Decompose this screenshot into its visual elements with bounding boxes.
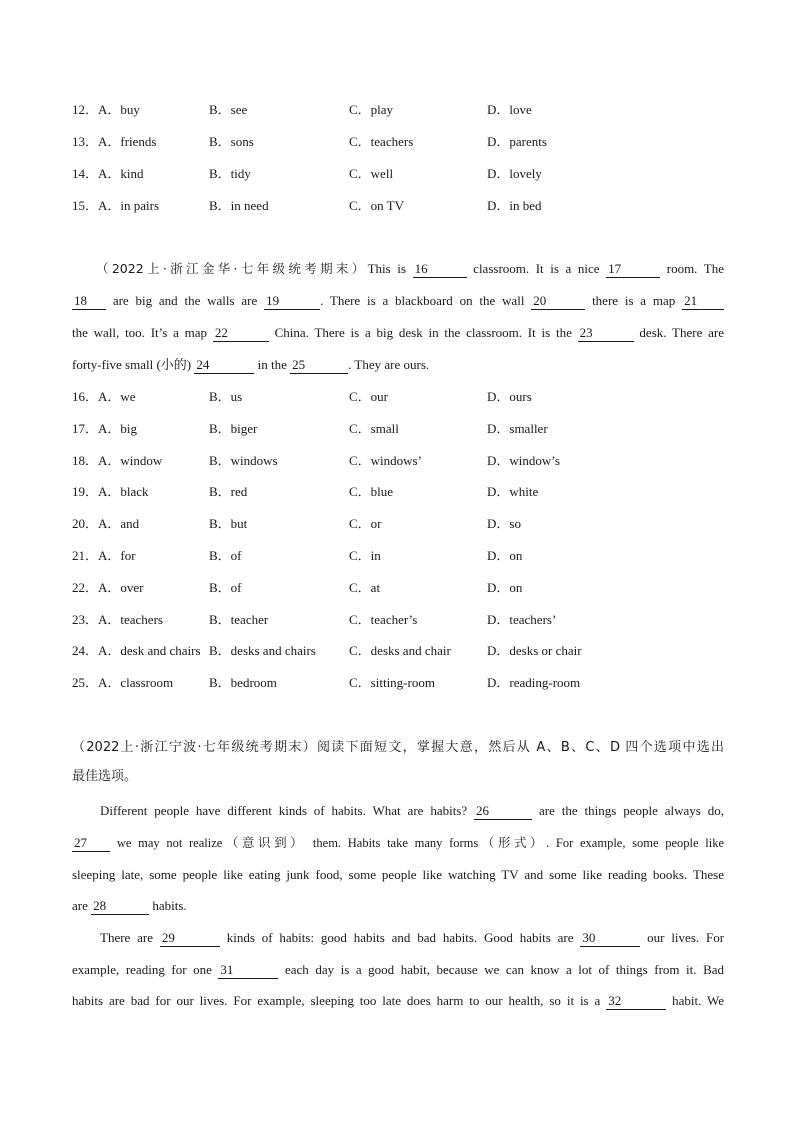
question-number: 12．	[72, 102, 99, 117]
blank-28: 28	[91, 898, 149, 915]
option-c[interactable]: C．in	[349, 548, 381, 563]
option-c[interactable]: C．or	[349, 516, 382, 532]
passage3-line-1: Different people have different kinds of habits. What are habits? 26 are the things people always do,	[100, 803, 724, 818]
passage2-line-4: forty-five small (小的) 24 in the 25 . They are ours.	[72, 357, 430, 372]
option-d[interactable]: D．window’s	[487, 452, 560, 468]
blank-31: 31	[218, 962, 278, 979]
option-d[interactable]: D．parents	[487, 134, 547, 149]
blank-27: 27	[72, 835, 110, 852]
option-b[interactable]: B．tidy	[209, 166, 251, 181]
option-b[interactable]: B．teacher	[209, 611, 269, 627]
question-number: 19．	[72, 484, 99, 500]
option-a[interactable]: A．for	[98, 548, 136, 563]
question-number: 20．	[72, 516, 99, 532]
option-d[interactable]: D．desks or chair	[487, 643, 582, 659]
option-c[interactable]: C．small	[349, 420, 399, 436]
blank-29: 29	[160, 930, 220, 947]
passage3-line-2: 27 we may not realize（意识到） them. Habits take many forms（形式）. For example, some people like	[74, 835, 725, 850]
option-b[interactable]: B．in need	[209, 198, 269, 213]
option-b[interactable]: B．desks and chairs	[209, 643, 316, 659]
option-d[interactable]: D．in bed	[487, 198, 542, 213]
option-d[interactable]: D．white	[487, 484, 539, 500]
option-a[interactable]: A．kind	[98, 166, 144, 181]
question-number: 15．	[72, 198, 99, 213]
option-c[interactable]: C．well	[349, 166, 394, 181]
blank-32: 32	[606, 993, 666, 1010]
question-number: 18．	[72, 452, 99, 468]
option-d[interactable]: D．so	[487, 516, 521, 532]
option-c[interactable]: C．at	[349, 579, 381, 595]
option-a[interactable]: A．black	[98, 484, 149, 500]
blank-19: 19	[264, 293, 320, 310]
option-b[interactable]: B．see	[209, 102, 248, 117]
option-d[interactable]: D．reading-room	[487, 675, 581, 691]
passage2-source: （2022上·浙江金华·七年级统考期末）	[96, 261, 368, 276]
option-a[interactable]: A．buy	[98, 102, 140, 117]
option-a[interactable]: A．window	[98, 452, 163, 468]
passage3-line-7: habits are bad for our lives. For example, sleeping too late does harm to our health, so it is a 32 habit. We	[72, 993, 725, 1008]
option-c[interactable]: C．windows’	[349, 452, 422, 468]
option-d[interactable]: D．lovely	[487, 166, 542, 181]
option-b[interactable]: B．red	[209, 484, 248, 500]
question-number: 23．	[72, 611, 99, 627]
option-a[interactable]: A．classroom	[98, 675, 174, 691]
passage3-line-6: example, reading for one 31 each day is a good habit, because we can know a lot of things from it. Bad	[72, 962, 725, 977]
option-d[interactable]: D．teachers’	[487, 611, 557, 627]
option-d[interactable]: D．smaller	[487, 420, 548, 436]
passage3-line-4: are 28 habits.	[72, 898, 187, 913]
option-b[interactable]: B．biger	[209, 420, 258, 436]
option-b[interactable]: B．us	[209, 389, 243, 404]
blank-18: 18	[72, 293, 106, 310]
question-number: 14．	[72, 166, 99, 181]
passage2-line-2: 18 are big and the walls are 19 . There is a blackboard on the wall 20 there is a map 21	[72, 291, 724, 311]
blank-24: 24	[194, 357, 254, 374]
question-number: 24．	[72, 643, 99, 659]
option-c[interactable]: C．play	[349, 102, 394, 117]
option-c[interactable]: C．sitting-room	[349, 675, 435, 691]
question-number: 22．	[72, 579, 99, 595]
question-number: 13．	[72, 134, 99, 149]
option-b[interactable]: B．but	[209, 516, 248, 532]
question-number: 25．	[72, 675, 99, 691]
option-c[interactable]: C．on TV	[349, 198, 405, 213]
blank-16: 16	[413, 261, 467, 278]
option-d[interactable]: D．love	[487, 102, 532, 117]
option-c[interactable]: C．teachers	[349, 134, 414, 149]
blank-26: 26	[474, 803, 532, 820]
option-b[interactable]: B．windows	[209, 452, 278, 468]
passage3-line-5: There are 29 kinds of habits: good habits and bad habits. Good habits are 30 our lives. For	[100, 930, 725, 945]
option-c[interactable]: C．teacher’s	[349, 611, 418, 627]
question-number: 17．	[72, 420, 99, 436]
option-a[interactable]: A．big	[98, 420, 138, 436]
option-d[interactable]: D．on	[487, 548, 523, 563]
passage2-line-3: the wall, too. It’s a map 22 China. There is a big desk in the classroom. It is the 23 desk. There are	[72, 325, 725, 340]
option-d[interactable]: D．on	[487, 579, 523, 595]
option-b[interactable]: B．bedroom	[209, 675, 277, 691]
blank-22: 22	[213, 325, 269, 342]
blank-21: 21	[682, 293, 724, 310]
blank-23: 23	[578, 325, 634, 342]
option-a[interactable]: A．we	[98, 389, 136, 404]
option-a[interactable]: A．over	[98, 579, 144, 595]
passage3-instruction-1: （2022上·浙江宁波·七年级统考期末）阅读下面短文，掌握大意，然后从 A、B、C、D 四个选项中选出	[72, 740, 724, 755]
passage2-line-1: （2022上·浙江金华·七年级统考期末）This is 16 classroom. It is a nice 17 room. The	[96, 261, 724, 276]
question-number: 21．	[72, 548, 99, 563]
option-a[interactable]: A．desk and chairs	[98, 643, 201, 659]
option-a[interactable]: A．in pairs	[98, 198, 160, 213]
passage3-line-3: sleeping late, some people like eating junk food, some people like watching TV and some like reading books. These	[72, 867, 724, 882]
option-c[interactable]: C．blue	[349, 484, 394, 500]
option-a[interactable]: A．friends	[98, 134, 157, 149]
option-b[interactable]: B．of	[209, 579, 242, 595]
blank-20: 20	[531, 293, 585, 310]
passage3-instruction-2: 最佳选项。	[72, 769, 138, 784]
option-b[interactable]: B．sons	[209, 134, 254, 149]
blank-30: 30	[580, 930, 640, 947]
option-c[interactable]: C．desks and chair	[349, 643, 451, 659]
blank-17: 17	[606, 261, 660, 278]
option-d[interactable]: D．ours	[487, 389, 532, 404]
option-a[interactable]: A．and	[98, 516, 140, 532]
blank-25: 25	[290, 357, 348, 374]
option-a[interactable]: A．teachers	[98, 611, 163, 627]
option-b[interactable]: B．of	[209, 548, 242, 563]
option-c[interactable]: C．our	[349, 389, 389, 404]
question-number: 16．	[72, 389, 99, 404]
